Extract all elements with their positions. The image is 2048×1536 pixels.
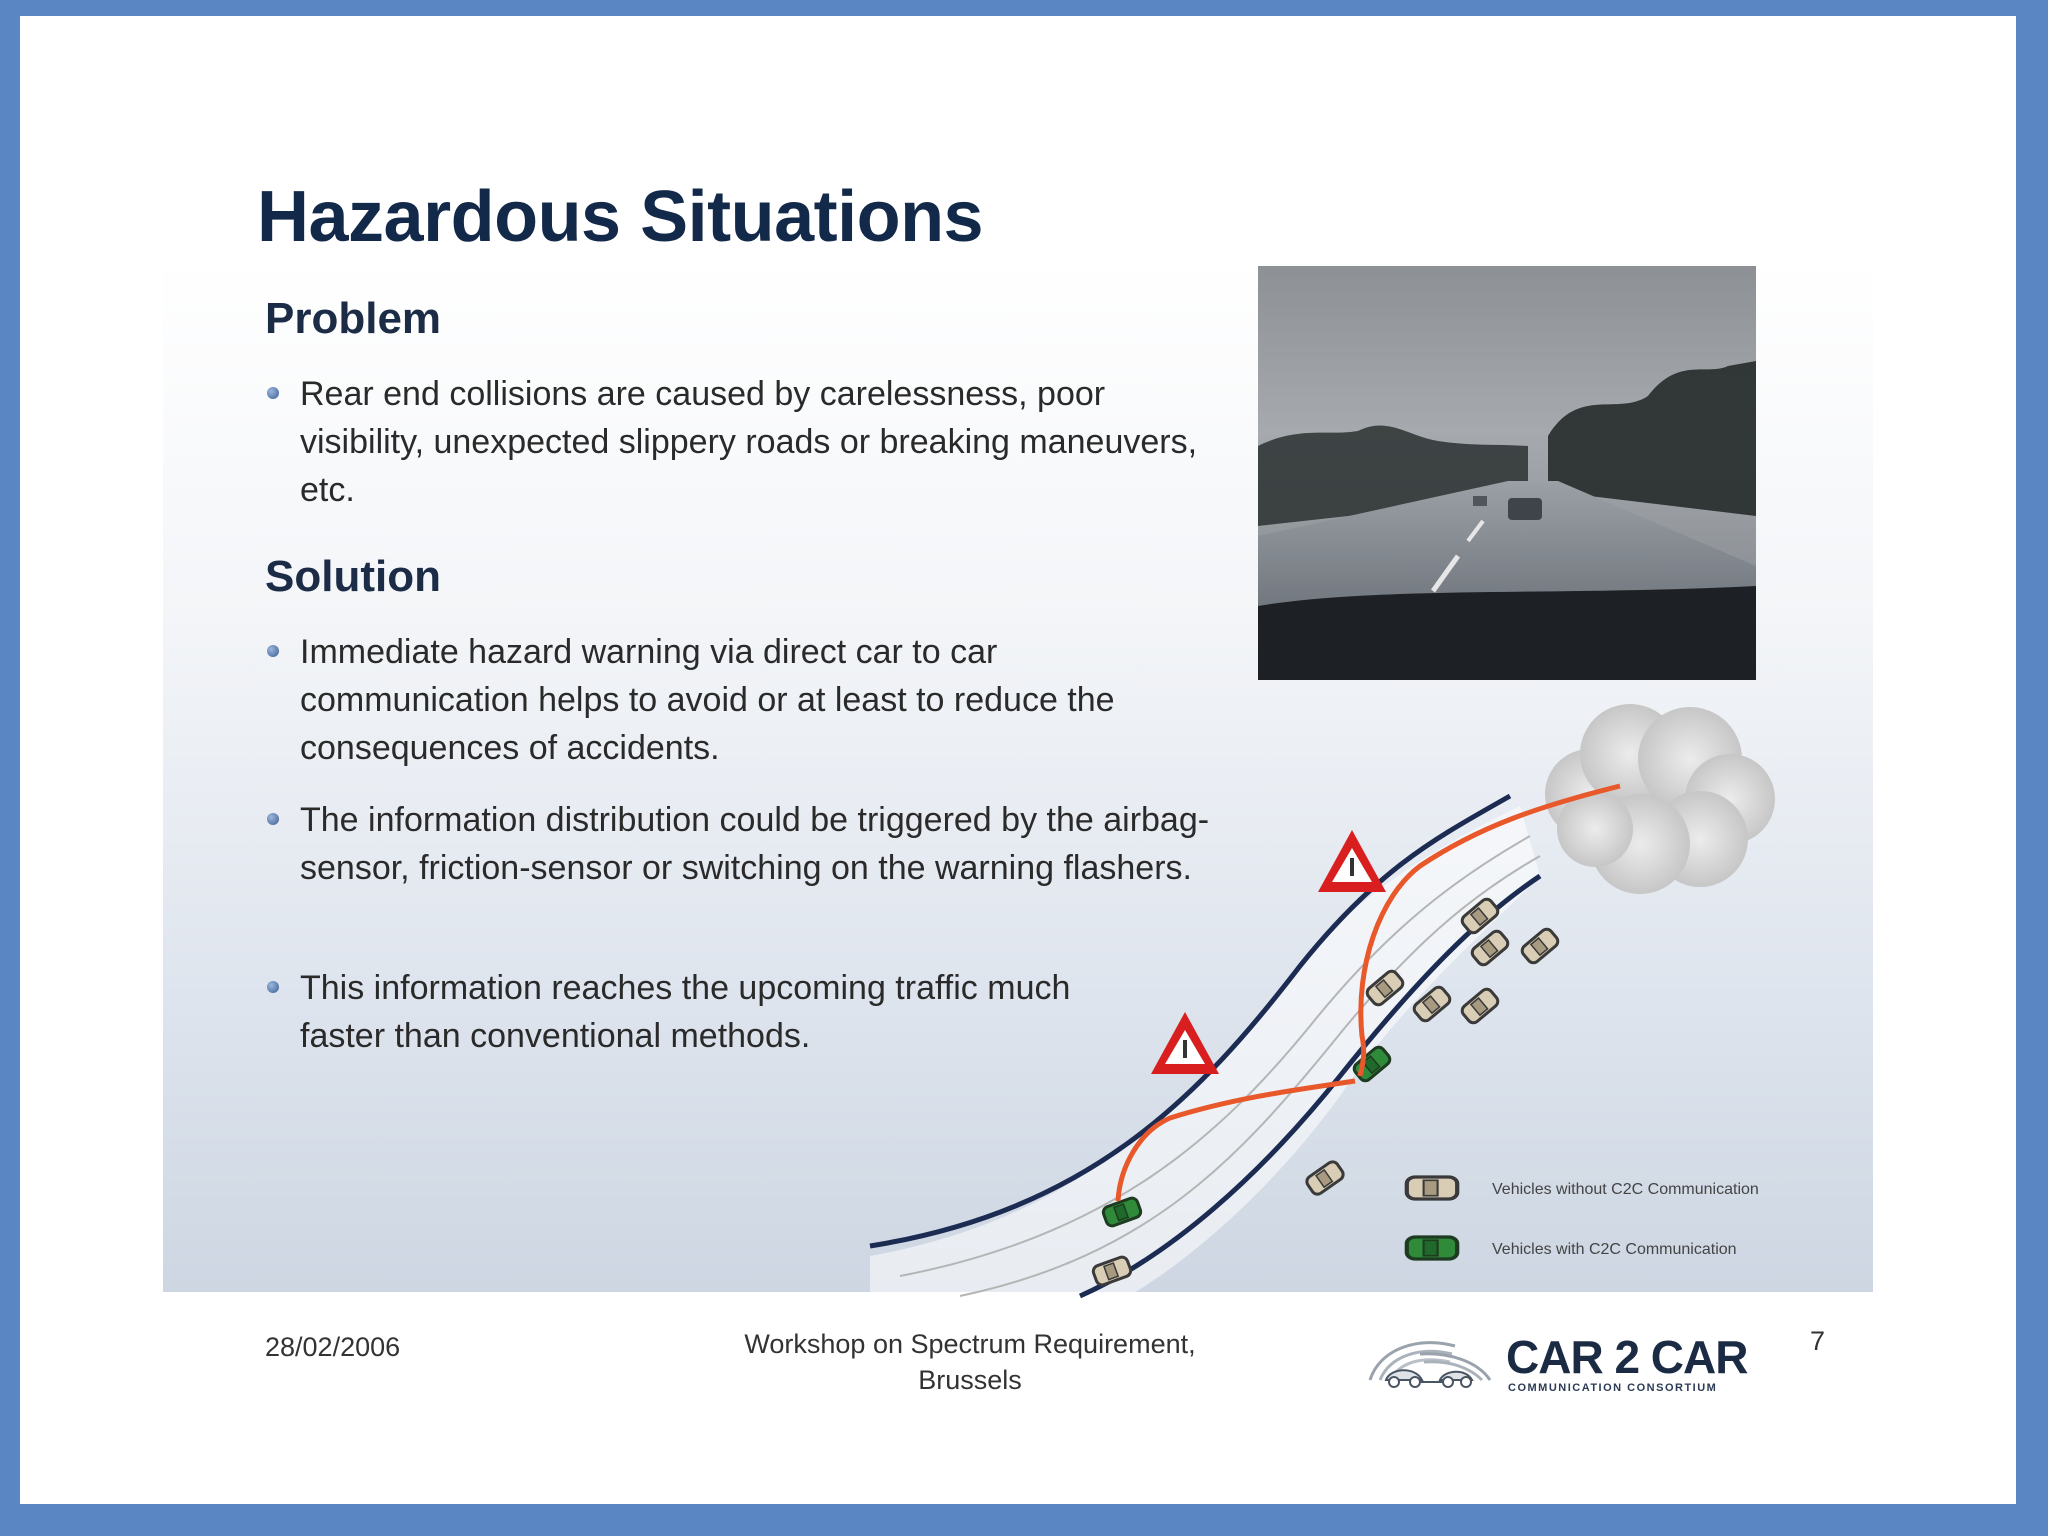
vehicle-without-c2c bbox=[1520, 927, 1560, 965]
problem-heading: Problem bbox=[265, 294, 442, 343]
bullet-icon bbox=[267, 387, 279, 399]
car2car-logo bbox=[1360, 1328, 1780, 1398]
legend-swatch-without-c2c bbox=[1407, 1177, 1457, 1199]
problem-bullet bbox=[265, 370, 1225, 514]
car2car-logo-icon bbox=[1360, 1328, 1495, 1398]
legend-label-with-c2c: Vehicles with C2C Communication bbox=[1492, 1241, 1737, 1258]
footer-date: 28/02/2006 bbox=[265, 1332, 401, 1362]
footer-workshop bbox=[670, 1326, 1270, 1398]
footer-workshop-line1: Workshop on Spectrum Requirement, bbox=[744, 1329, 1196, 1359]
legend-swatch-with-c2c bbox=[1407, 1237, 1457, 1259]
footer-workshop-line2: Brussels bbox=[918, 1365, 1022, 1395]
bullet-text: This information reaches the upcoming traffic much faster than conventional methods. bbox=[300, 969, 1071, 1055]
vehicle-without-c2c bbox=[1460, 987, 1500, 1025]
page-number: 7 bbox=[1810, 1326, 1826, 1356]
bullet-text: Immediate hazard warning via direct car to car communication helps to avoid or at least to reduce the consequences of accidents. bbox=[300, 633, 1115, 767]
solution-heading: Solution bbox=[265, 552, 441, 601]
logo-subtitle: COMMUNICATION CONSORTIUM bbox=[1508, 1382, 1718, 1394]
legend-label-without-c2c: Vehicles without C2C Communication bbox=[1492, 1181, 1759, 1198]
bullet-icon bbox=[267, 981, 279, 993]
slide bbox=[20, 16, 2016, 1504]
traffic-diagram bbox=[840, 676, 1820, 1316]
bullet-icon bbox=[267, 645, 279, 657]
bullet-icon bbox=[267, 813, 279, 825]
bullet-text: Rear end collisions are caused by carelessness, poor visibility, unexpected slippery roads or breaking maneuvers, etc. bbox=[300, 375, 1198, 509]
vehicle-without-c2c bbox=[1305, 1159, 1346, 1196]
slide-title: Hazardous Situations bbox=[257, 177, 984, 257]
bullet-text: The information distribution could be triggered by the airbag-sensor, friction-sensor or switching on the warning flashers. bbox=[300, 801, 1210, 887]
legend bbox=[1407, 1177, 1759, 1259]
warning-triangle-icon bbox=[1318, 830, 1386, 892]
logo-name: CAR 2 CAR bbox=[1506, 1331, 1748, 1383]
warning-triangle-icon bbox=[1151, 1012, 1219, 1074]
rainy-road-photo bbox=[1258, 266, 1756, 680]
